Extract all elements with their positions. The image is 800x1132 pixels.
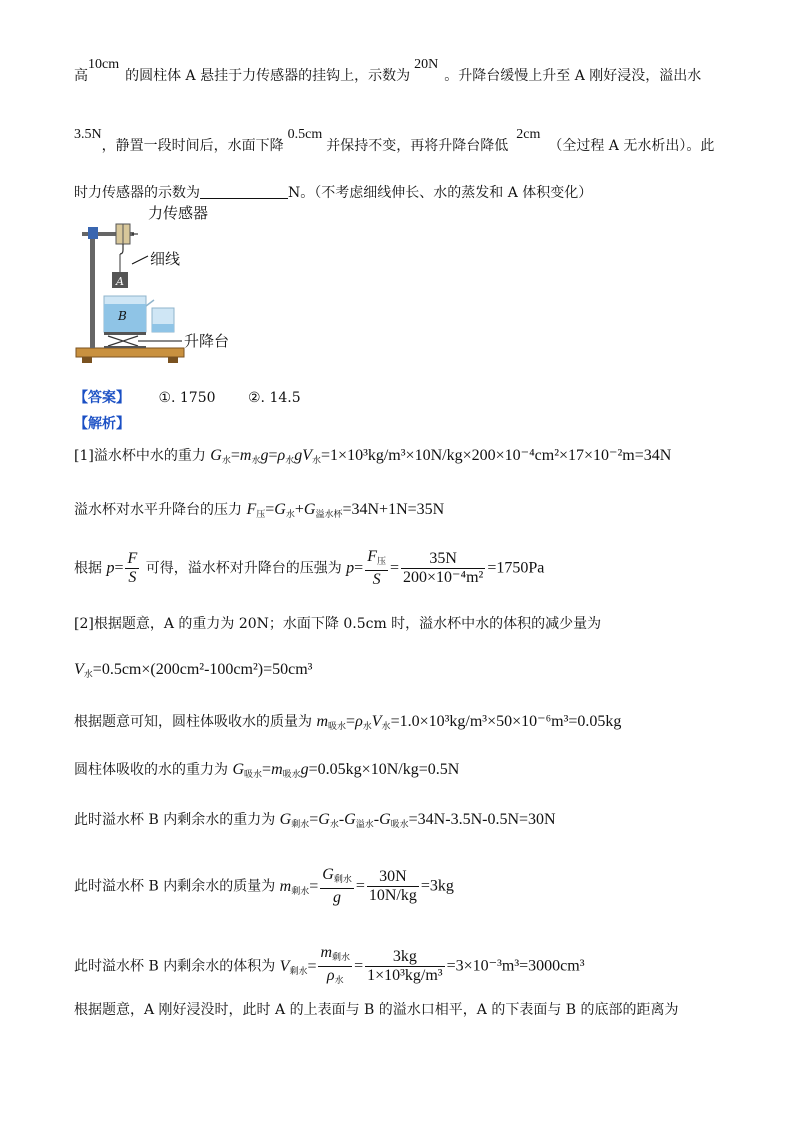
step-7: 圆柱体吸收的水的重力为 $G_{吸水}=m_{吸水}g=0.05kg\times 10N/kg=0.5N$ <box>74 761 460 779</box>
step-1: [1]溢水杯中水的重力 $G_水=m_水g=\rho_水gV_水=1\times 10^3kg/m^3\times 10N/kg\times 200\times 10^{-4}cm^2\times 17\times 10^{-2}m=34N$ <box>74 447 672 465</box>
step-11: 根据题意，A 刚好浸没时，此时 A 的上表面与 B 的溢水口相平，A 的下表面与 B 的底部的距离为 <box>74 1002 679 1018</box>
analysis-tag: 【解析】 <box>74 416 130 432</box>
step-6: 根据题意可知，圆柱体吸收水的质量为 $m_{吸水}=\rho_水V_水=1.0\times 10^3kg/m^3\times 50\times 10^{-6}m^3=0.05kg$ <box>74 713 622 731</box>
analysis-tag-line <box>74 414 760 434</box>
step-2: 溢水杯对水平升降台的压力 $F_压=G_水+G_{溢水杯}=34N+1N=35N$ <box>74 501 445 519</box>
value-overflow: 3.5N <box>74 127 102 142</box>
step-8: 此时溢水杯 B 内剩余水的重力为 $G_{剩水}=G_水-G_{溢水}-G_{吸水}=34N-3.5N-0.5N=30N$ <box>74 811 556 829</box>
question-line-1: 高10cm的圆柱体 A 悬挂于力传感器的挂钩上，示数为20N。升降台缓慢上升至 A 刚好浸没，溢出水 <box>74 57 702 84</box>
step-9: 此时溢水杯 B 内剩余水的质量为 $m_{剩水}=$ $\frac{G_{剩水}}{g}$ = $\frac{30N}{10N/kg}$ =3kg <box>74 866 454 906</box>
answer-tag: 【答案】 <box>74 390 130 406</box>
answer-blank <box>200 184 288 199</box>
label-lift: 升降台 <box>184 332 230 350</box>
answer-line <box>74 388 760 408</box>
answer-2: ②. 14.5 <box>248 390 301 406</box>
value-sensor-reading: 20N <box>414 57 439 72</box>
step-10: 此时溢水杯 B 内剩余水的体积为 $V_{剩水}=$ $\frac{m_{剩水}}{\rho_水}$ = $\frac{3kg}{\text{1×10³kg/m³}}$ =3×10⁻³m³=3000cm³ <box>74 944 585 985</box>
question-line-2: 3.5N，静置一段时间后，水面下降0.5cm并保持不变，再将升降台降低2cm（全过程 A 无水析出）。此 <box>74 127 715 154</box>
label-string: 细线 <box>150 250 181 268</box>
label-A: A <box>116 275 124 288</box>
label-sensor: 力传感器 <box>148 204 209 222</box>
value-height: 10cm <box>88 57 120 72</box>
apparatus-figure <box>72 200 272 370</box>
answer-1: ①. 1750 <box>158 390 216 406</box>
question-line-3: 时力传感器的示数为 N。（不考虑细线伸长、水的蒸发和 A 体积变化） <box>74 185 593 201</box>
label-B: B <box>118 309 127 323</box>
value-lower: 2cm <box>516 127 541 142</box>
step-5: $V_水=0.5cm\times(200cm^2-100cm^2)=50cm^3$ <box>74 661 313 679</box>
value-drop: 0.5cm <box>287 127 323 142</box>
step-3: 根据 p= $\frac{F}{S}$ 可得，溢水杯对升降台的压强为 p= $\frac{F_压}{S}$ = $\frac{35N}{\text{200×10⁻⁴m²}}$ =1750Pa <box>74 548 545 588</box>
step-4: [2]根据题意，A 的重力为 20N；水面下降 0.5cm 时，溢水杯中水的体积的减少量为 <box>74 616 602 632</box>
